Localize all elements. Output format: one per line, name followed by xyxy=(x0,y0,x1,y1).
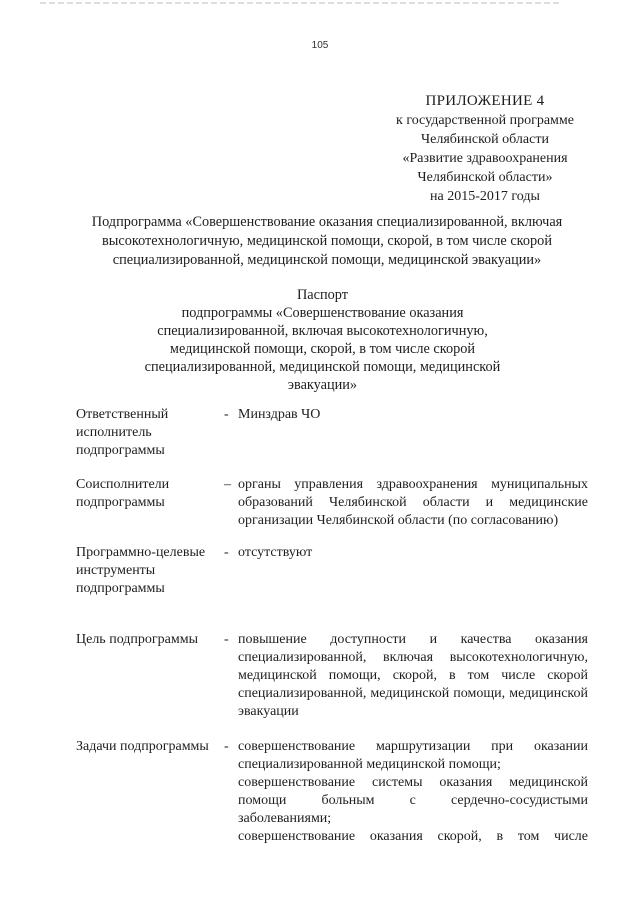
task-item: совершенствование оказания скорой, в том числе xyxy=(238,829,588,844)
appendix-line: Челябинской области» xyxy=(417,170,553,185)
row-label: Задачи подпрограммы xyxy=(76,739,209,754)
page-number: 105 xyxy=(311,40,329,51)
row-tasks xyxy=(238,738,588,846)
row-value: отсутствуют xyxy=(238,545,313,560)
row-value: повышение доступности и качества оказания специализированной, включая высокотехнологичную, медицинской помощи, скорой, в том числе скорой специализированной, медицинской помощи, медицинской эвакуации xyxy=(238,632,588,719)
row-dash: - xyxy=(224,632,229,647)
subprogram-title: Подпрограмма «Совершенствование оказания специализированной, включая высокотехнологичную, медицинской помощи, скорой, в том числе скорой специализированной, медицинской помощи, медицинской эвакуации» xyxy=(91,214,563,268)
passport-subtitle: подпрограммы «Совершенствование оказания специализированной, включая высокотехнологичную, медицинской помощи, скорой, в том числе скорой специализированной, медицинской помощи, медицинской эвакуации» xyxy=(144,305,501,393)
passport-heading xyxy=(120,286,525,394)
row-dash: - xyxy=(224,545,229,560)
appendix-title: ПРИЛОЖЕНИЕ 4 xyxy=(425,93,545,109)
row-dash: - xyxy=(224,739,229,754)
appendix-line: на 2015-2017 годы xyxy=(430,189,540,204)
appendix-header xyxy=(360,92,610,206)
row-label: Ответственный исполнитель подпрограммы xyxy=(76,407,169,458)
row-value: Минздрав ЧО xyxy=(238,407,321,422)
row-dash: – xyxy=(224,477,231,492)
task-item: совершенствование маршрутизации при оказании специализированной медицинской помощи; xyxy=(238,739,588,772)
row-value: органы управления здравоохранения муниципальных образований Челябинской области и медицинские организации Челябинской области (по согласованию) xyxy=(238,477,588,528)
scan-artifact-line xyxy=(40,2,560,4)
row-label: Соисполнители подпрограммы xyxy=(76,477,170,510)
passport-title: Паспорт xyxy=(296,287,349,303)
appendix-line: Челябинской области xyxy=(421,132,549,147)
row-label: Программно-целевые инструменты подпрограммы xyxy=(76,545,206,596)
task-item: совершенствование системы оказания медицинской помощи больным с сердечно-сосудистыми заболеваниями; xyxy=(238,775,588,826)
row-dash: - xyxy=(224,407,229,422)
row-label: Цель подпрограммы xyxy=(76,632,198,647)
appendix-line: к государственной программе xyxy=(396,113,574,128)
appendix-line: «Развитие здравоохранения xyxy=(402,151,568,166)
